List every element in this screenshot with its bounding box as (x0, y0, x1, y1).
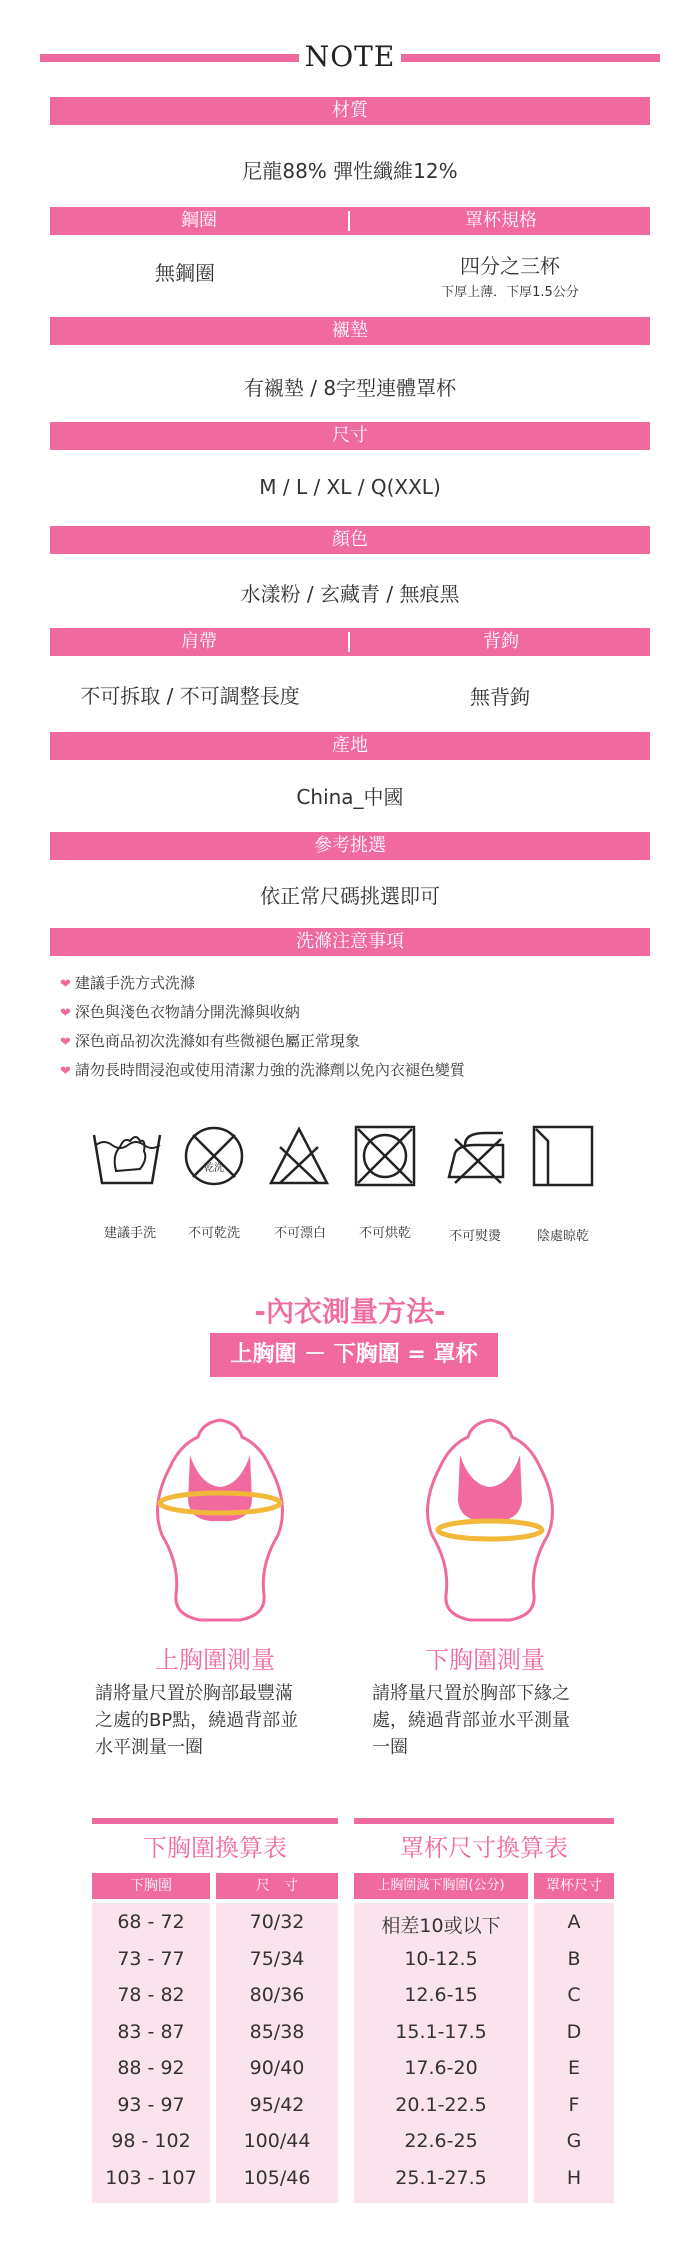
hook-value: 無背鉤 (470, 685, 530, 709)
diff-cell: 25.1-27.5 (395, 2166, 487, 2189)
no-iron-icon (445, 1125, 507, 1187)
heart-icon: ❤ (60, 1035, 71, 1050)
reference-value: 依正常尺碼挑選即可 (260, 884, 440, 908)
header-divider (348, 211, 350, 231)
underbust-header: 下胸圍 (92, 1873, 210, 1899)
size-cell: 95/42 (249, 2093, 305, 2116)
diff-cell: 17.6-20 (404, 2057, 478, 2079)
size-cell: 80/36 (249, 1984, 305, 2006)
care-label: 陰處晾乾 (536, 1229, 589, 1244)
color-header: 顏色 (50, 526, 650, 554)
underbust-cell: 103 - 107 (105, 2166, 197, 2189)
care-label: 建議手洗 (103, 1226, 156, 1241)
upper-bust-illustration (140, 1415, 300, 1625)
underbust-table-rule (92, 1818, 338, 1824)
size-cell: 100/44 (243, 2130, 311, 2152)
wire-cup-header (50, 207, 650, 235)
diff-cell: 相差10或以下 (381, 1915, 501, 1937)
size-header: 尺寸 (50, 422, 650, 450)
no-tumble-dry-icon (354, 1125, 416, 1187)
wire-value: 無鋼圈 (155, 261, 215, 285)
cup-size-header: 罩杯尺寸 (534, 1873, 614, 1899)
size-header: 尺 寸 (216, 1873, 338, 1899)
material-header: 材質 (50, 97, 650, 125)
lower-bust-title: 下胸圍測量 (425, 1646, 545, 1674)
care-label: 不可烘乾 (358, 1226, 411, 1241)
note-title-text: NOTE (299, 40, 402, 73)
washing-item: ❤ 建議手洗方式洗滌 (60, 974, 195, 992)
size-cell: 70/32 (249, 1911, 305, 1933)
upper-bust-description: 請將量尺置於胸部最豐滿 之處的BP點，繞過背部並 水平測量一圈 (95, 1683, 299, 1758)
padding-header: 襯墊 (50, 317, 650, 345)
diff-cell: 22.6-25 (404, 2130, 478, 2152)
care-label: 不可熨燙 (448, 1229, 501, 1244)
cup-size-cell: H (566, 2166, 582, 2189)
reference-header: 參考挑選 (50, 832, 650, 860)
heart-icon: ❤ (60, 977, 71, 992)
lower-bust-description: 請將量尺置於胸部下緣之 處，繞過背部並水平測量 一圈 (372, 1683, 570, 1758)
lower-bust-illustration (410, 1415, 570, 1625)
hand-wash-icon (92, 1125, 162, 1187)
cup-size-cell: B (567, 1947, 581, 1970)
header-divider (348, 632, 350, 652)
material-value: 尼龍88% 彈性纖維12% (242, 159, 458, 183)
method-formula: 上胸圍 － 下胸圍 = 罩杯 (210, 1333, 498, 1377)
diff-header: 上胸圍減下胸圍(公分) (354, 1873, 528, 1899)
underbust-table-title: 下胸圍換算表 (143, 1834, 287, 1862)
hook-header: 背鉤 (483, 631, 519, 652)
no-bleach-icon (268, 1125, 330, 1187)
wire-header: 鋼圈 (181, 210, 217, 231)
care-label: 不可漂白 (273, 1226, 326, 1241)
size-cell: 105/46 (243, 2166, 311, 2189)
strap-header: 肩帶 (181, 631, 217, 652)
size-value: M / L / XL / Q(XXL) (259, 475, 441, 499)
method-title: -內衣測量方法- (254, 1295, 446, 1328)
origin-value: China_中國 (296, 785, 404, 809)
diff-cell: 20.1-22.5 (395, 2093, 487, 2116)
washing-header: 洗滌注意事項 (50, 928, 650, 956)
washing-item: ❤ 深色商品初次洗滌如有些微褪色屬正常現象 (60, 1032, 360, 1050)
cup-spec-value: 四分之三杯 (460, 254, 560, 278)
cup-size-cell: G (566, 2130, 582, 2152)
dry-clean-label: 乾洗 (204, 1163, 224, 1174)
cup-spec-sub: 下厚上薄．下厚1.5公分 (441, 285, 579, 300)
underbust-cell: 88 - 92 (117, 2057, 185, 2079)
diff-cell: 10-12.5 (404, 1947, 478, 1970)
underbust-cell: 98 - 102 (111, 2130, 191, 2152)
care-label: 不可乾洗 (187, 1226, 240, 1241)
cup-spec-header: 罩杯規格 (465, 210, 537, 231)
padding-value: 有襯墊 / 8字型連體罩杯 (243, 376, 457, 400)
size-cell: 85/38 (249, 2020, 305, 2043)
size-cell: 90/40 (249, 2057, 305, 2079)
underbust-cell: 83 - 87 (117, 2020, 185, 2043)
cup-size-cell: E (567, 2057, 580, 2079)
cup-table-rule (354, 1818, 614, 1824)
note-title (0, 38, 700, 78)
size-cell: 75/34 (249, 1947, 305, 1970)
washing-item: ❤ 請勿長時間浸泡或使用清潔力強的洗滌劑以免內衣褪色變質 (60, 1061, 465, 1079)
underbust-cell: 73 - 77 (117, 1947, 185, 1970)
upper-bust-title: 上胸圍測量 (155, 1646, 275, 1674)
cup-size-cell: C (567, 1984, 581, 2006)
diff-cell: 15.1-17.5 (395, 2020, 487, 2043)
diff-cell: 12.6-15 (404, 1984, 478, 2006)
strap-hook-header (50, 628, 650, 656)
no-dry-clean-icon (183, 1125, 245, 1187)
underbust-cell: 68 - 72 (117, 1911, 185, 1933)
cup-size-cell: A (567, 1911, 581, 1933)
underbust-cell: 78 - 82 (117, 1984, 185, 2006)
cup-size-cell: F (568, 2093, 580, 2116)
washing-item: ❤ 深色與淺色衣物請分開洗滌與收納 (60, 1003, 300, 1021)
strap-value: 不可拆取 / 不可調整長度 (80, 684, 300, 708)
heart-icon: ❤ (60, 1064, 71, 1079)
cup-table-title: 罩杯尺寸換算表 (400, 1834, 568, 1862)
underbust-cell: 93 - 97 (117, 2093, 185, 2116)
shade-dry-icon (532, 1125, 594, 1187)
color-value: 水漾粉 / 玄藏青 / 無痕黑 (240, 582, 460, 606)
heart-icon: ❤ (60, 1006, 71, 1021)
cup-size-cell: D (566, 2020, 582, 2043)
origin-header: 產地 (50, 732, 650, 760)
